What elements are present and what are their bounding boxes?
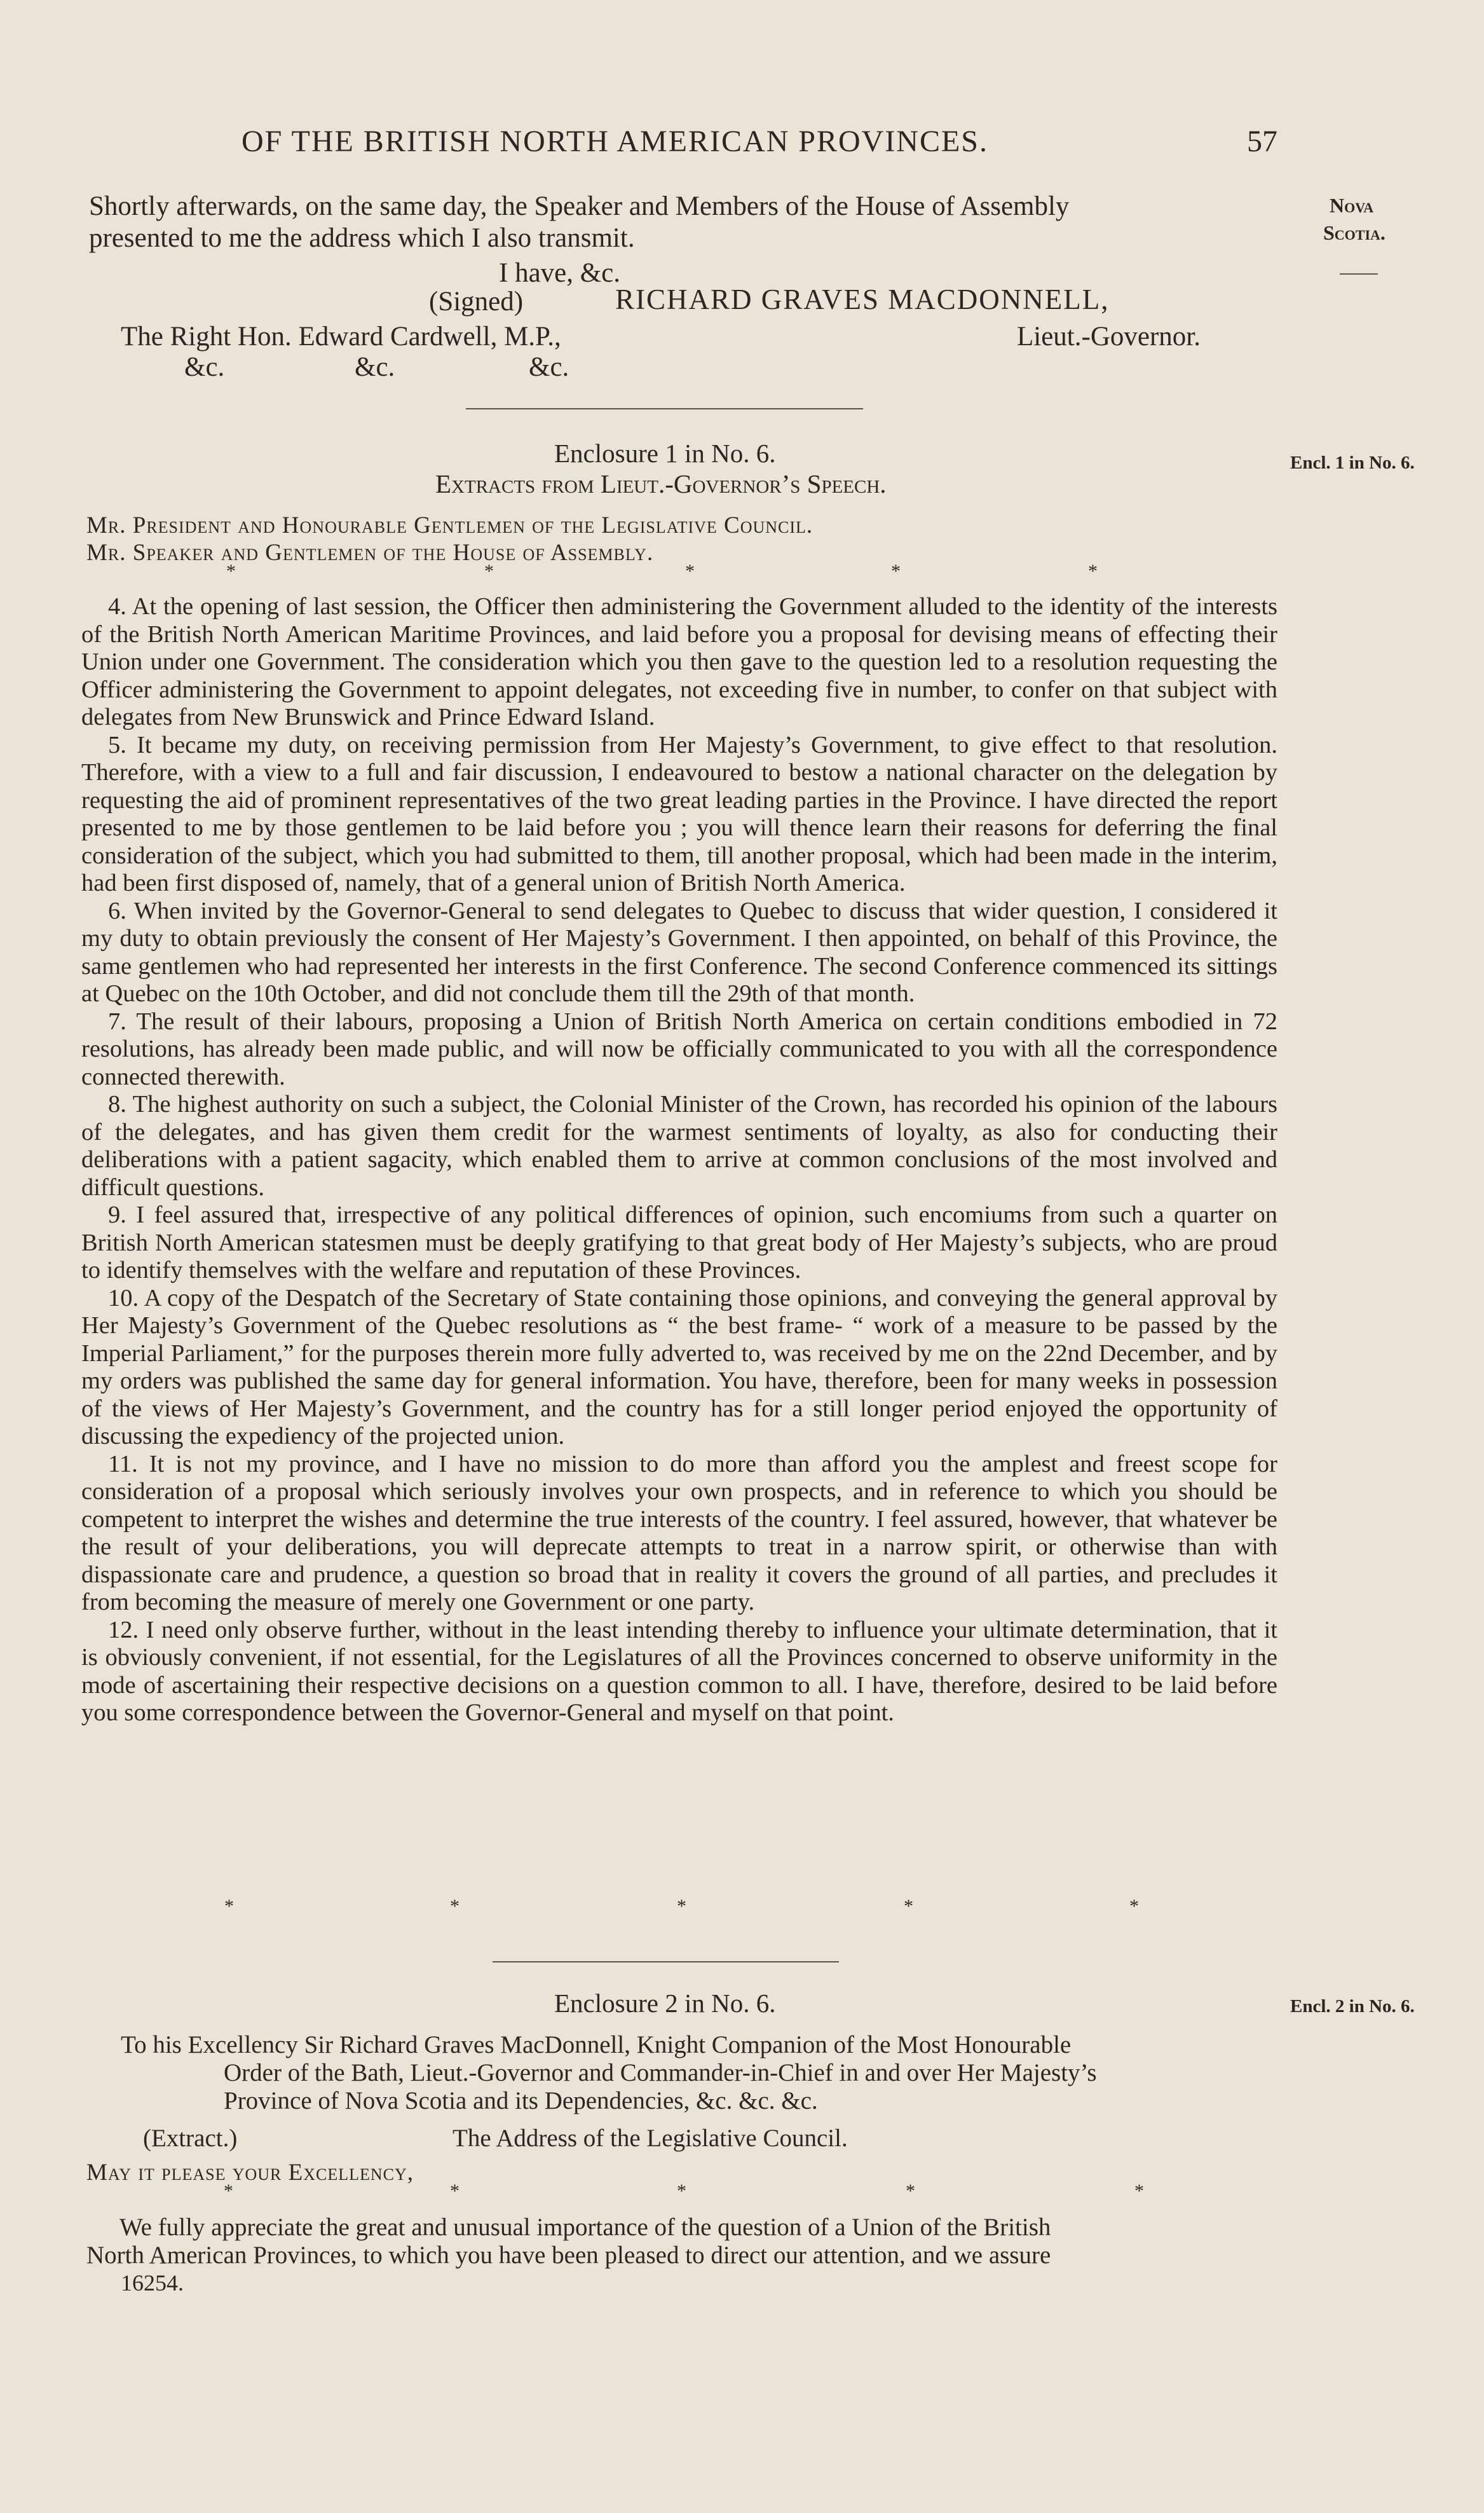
print-number: 16254. [121,2270,184,2296]
asterisk: * [677,1896,686,1917]
page-number: 57 [1247,125,1277,158]
margin-rule [1340,273,1378,275]
divider-2 [493,1961,839,1962]
address-title: The Address of the Legislative Council. [453,2125,848,2152]
asterisk: * [450,1896,459,1917]
final-line-2: North American Provinces, to which you have been pleased to direct our attention, and we assure [86,2242,1051,2269]
address-line-2: Order of the Bath, Lieut.-Governor and Commander-in-Chief in and over Her Majesty’s [224,2059,1097,2086]
divider-1 [466,408,863,409]
margin-scotia: Scotia. [1323,221,1385,244]
asterisk: * [224,1896,234,1917]
letter-line-2: presented to me the address which I also transmit. [89,223,635,253]
etc-3: &c. [529,352,569,382]
asterisk: * [906,2181,915,2201]
paragraph-6: 6. When invited by the Governor-General to send delegates to Quebec to discuss that wider question, I considered it my duty to obtain previously the consent of Her Majesty’s Government. I then appointed, on behalf of this Province, the same gentlemen who had represented her interests in the first Conference. The second Conference commenced its sittings at Quebec on the 10th October, and did not conclude them till the 29th of that month. [81,897,1277,1007]
asterisk: * [224,2181,233,2201]
asterisk: * [226,561,236,582]
running-head: OF THE BRITISH NORTH AMERICAN PROVINCES. [242,125,988,158]
asterisk: * [1134,2181,1144,2201]
signatory-title: Lieut.-Governor. [1017,322,1201,352]
enclosure-1-subheading: Extracts from Lieut.-Governor’s Speech. [435,469,887,498]
paragraph-8: 8. The highest authority on such a subject, the Colonial Minister of the Crown, has recorded his opinion of the labours of the delegates, and has given them credit for the warmest sentiments of loyalty, as also for conducting their deliberations with a patient sagacity, which enabled them to arrive at common conclusions of the most involved and difficult questions. [81,1091,1277,1201]
extract-label: (Extract.) [143,2125,238,2152]
salutation-council: Mr. President and Honourable Gentlemen of the Legislative Council. [86,512,813,538]
paragraph-11: 11. It is not my province, and I have no mission to do more than afford you the amplest and freest scope for consideration of a proposal which seriously involves your own prospects, and in reference to which you should be competent to interpret the wishes and determine the true interests of the country. I feel assured, however, that whatever be the result of your deliberations, you will deprecate attempts to treat in a narrow spirit, or otherwise than with dispassionate care and prudence, a question so broad that in reality it covers the ground of all parties, and precludes it from becoming the measure of merely one Government or one party. [81,1450,1277,1615]
address-line-1: To his Excellency Sir Richard Graves MacDonnell, Knight Companion of the Most Honourable [121,2031,1072,2058]
asterisk: * [677,2181,686,2201]
enclosure-2-heading: Enclosure 2 in No. 6. [554,1989,776,2018]
letter-signed: (Signed) [429,287,524,317]
asterisk: * [1129,1896,1139,1917]
paragraph-12: 12. I need only observe further, without in the least intending thereby to influence your ultimate determination, that it is obviously convenient, if not essential, for the Legislatures of all the Provinces concerned to observe uniformity in the mode of ascertaining their respective decisions on a question common to all. I have, therefore, desired to be laid before you some correspondence between the Governor-General and myself on that point. [81,1616,1277,1726]
letter-line-1: Shortly afterwards, on the same day, the Speaker and Members of the House of Assembly [89,191,1070,221]
speech-extract-body [81,593,1277,1727]
letter-closing: I have, &c. [499,258,621,288]
address-salutation: May it please your Excellency, [86,2160,414,2186]
asterisk: * [891,561,901,582]
paragraph-7: 7. The result of their labours, proposing a Union of British North America on certain conditions embodied in 72 resolutions, has already been made public, and will now be officially communicated to you with all the correspondence connected therewith. [81,1008,1277,1090]
margin-encl-1: Encl. 1 in No. 6. [1290,453,1415,473]
asterisk: * [904,1896,913,1917]
salutation-assembly: Mr. Speaker and Gentlemen of the House of Assembly. [86,540,654,566]
enclosure-1-heading: Enclosure 1 in No. 6. [554,439,776,468]
address-line-3: Province of Nova Scotia and its Dependencies, &c. &c. &c. [224,2087,818,2114]
asterisk: * [450,2181,459,2201]
final-line-1: We fully appreciate the great and unusual importance of the question of a Union of the British [119,2214,1051,2241]
margin-nova: Nova [1330,194,1374,217]
asterisk: * [1088,561,1098,582]
etc-2: &c. [355,352,395,382]
paragraph-10: 10. A copy of the Despatch of the Secretary of State containing those opinions, and conveying the general approval by Her Majesty’s Government of the Quebec resolutions as “ the best frame- “ work of a measure to be passed by the Imperial Parliament,” for the purposes therein more fully adverted to, was received by me on the 22nd December, and by my orders was published the same day for general information. You have, therefore, been for many weeks in possession of the views of Her Majesty’s Government, and the country has for a still longer period enjoyed the opportunity of discussing the expediency of the projected union. [81,1284,1277,1449]
paragraph-5: 5. It became my duty, on receiving permission from Her Majesty’s Government, to give effect to that resolution. Therefore, with a view to a full and fair discussion, I endeavoured to bestow a national character on the delegation by requesting the aid of prominent representatives of the two great leading parties in the Province. I have directed the report presented to me by those gentlemen to be laid before you ; you will thence learn their reasons for deferring the final consideration of the subject, which you had submitted to them, till another proposal, which had been made in the interim, had been first disposed of, namely, that of a general union of British North America. [81,731,1277,896]
margin-encl-2: Encl. 2 in No. 6. [1290,1996,1415,2017]
signatory: RICHARD GRAVES MACDONNELL, [615,284,1110,315]
etc-1: &c. [184,352,225,382]
paragraph-9: 9. I feel assured that, irrespective of any political differences of opinion, such encomiums from such a quarter on British North American statesmen must be deeply gratifying to that great body of Her Majesty’s subjects, who are proud to identify themselves with the welfare and reputation of these Provinces. [81,1202,1277,1284]
paragraph-4: 4. At the opening of last session, the Officer then administering the Government alluded to the identity of the interests of the British North American Maritime Provinces, and laid before you a proposal for devising means of effecting their Union under one Government. The consideration which you then gave to the question led to a resolution requesting the Officer administering the Government to appoint delegates, not exceeding five in number, to confer on that subject with delegates from New Brunswick and Prince Edward Island. [81,593,1277,730]
addressee: The Right Hon. Edward Cardwell, M.P., [121,322,561,352]
asterisk: * [685,561,695,582]
asterisk: * [484,561,494,582]
